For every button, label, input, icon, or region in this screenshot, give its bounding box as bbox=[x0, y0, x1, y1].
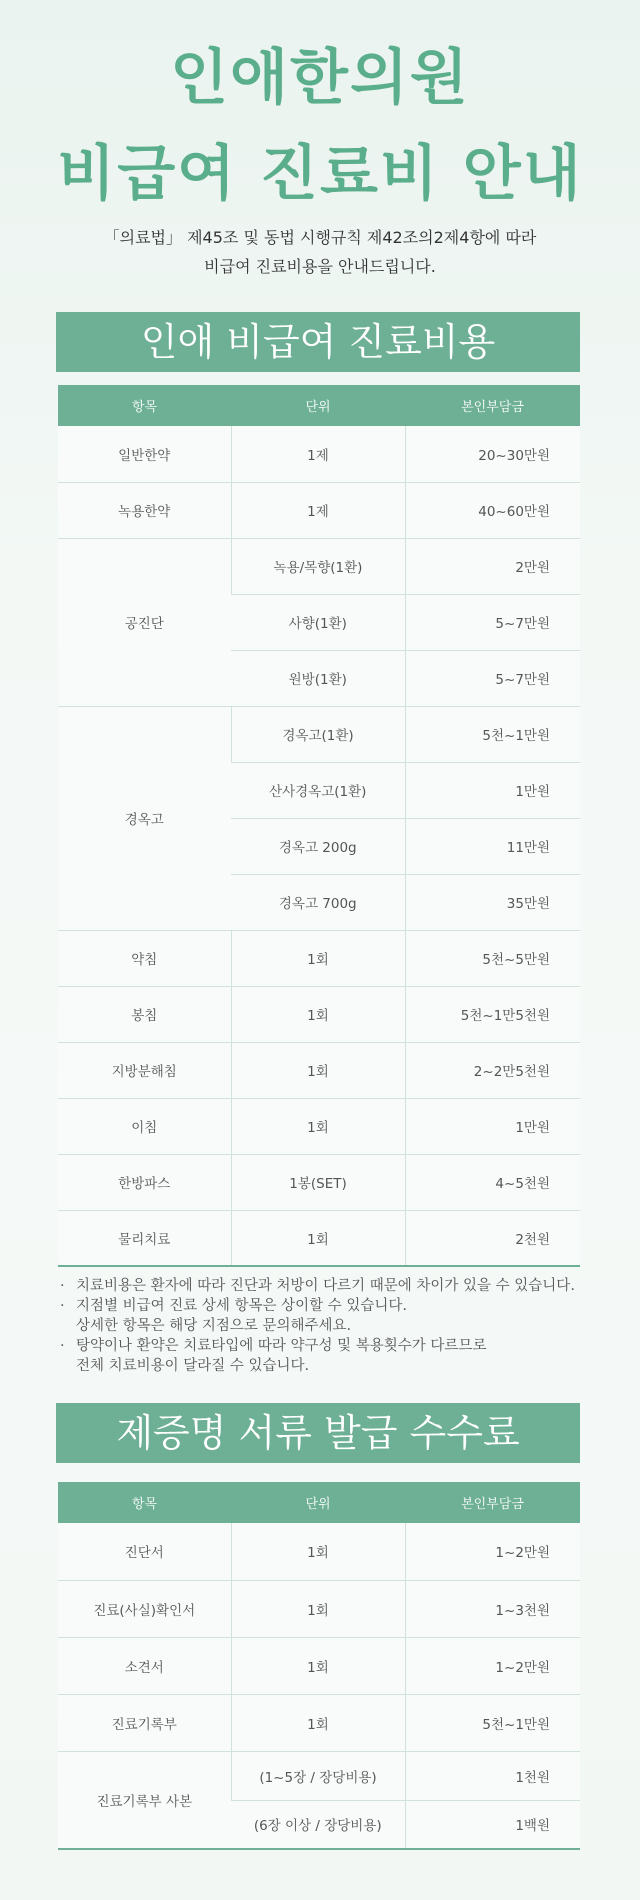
item-cell: 진료기록부 bbox=[58, 1694, 231, 1751]
table-row bbox=[58, 1210, 580, 1266]
price-cell: 5천~1만원 bbox=[405, 1694, 580, 1751]
unit-cell: 1회 bbox=[231, 1042, 405, 1098]
page-title-subject: 비급여 진료비 안내 bbox=[57, 139, 583, 209]
column-header-item: 항목 bbox=[58, 1482, 231, 1523]
price-cell: 1백원 bbox=[405, 1800, 580, 1849]
section-banner-certificate-fees: 제증명 서류 발급 수수료 bbox=[56, 1403, 580, 1463]
column-header-unit: 단위 bbox=[231, 385, 405, 426]
note-text: 상세한 항목은 해당 지점으로 문의해주세요. bbox=[76, 1318, 352, 1334]
unit-cell: 원방(1환) bbox=[231, 650, 405, 706]
unit-cell: 산사경옥고(1환) bbox=[231, 762, 405, 818]
section-banner-noncovered-fees: 인애 비급여 진료비용 bbox=[56, 312, 580, 372]
item-cell: 일반한약 bbox=[58, 426, 231, 482]
notes-list bbox=[58, 1276, 618, 1376]
unit-cell: 1제 bbox=[231, 426, 405, 482]
price-cell: 5~7만원 bbox=[405, 594, 580, 650]
price-cell: 1만원 bbox=[405, 1098, 580, 1154]
unit-cell: 경옥고 700g bbox=[231, 874, 405, 930]
unit-cell: 경옥고 200g bbox=[231, 818, 405, 874]
table-row bbox=[58, 930, 580, 986]
table-row bbox=[58, 482, 580, 538]
item-cell: 공진단 bbox=[58, 538, 231, 706]
bullet-icon: · bbox=[60, 1298, 65, 1314]
note-item bbox=[58, 1276, 618, 1296]
column-header-price: 본인부담금 bbox=[405, 385, 580, 426]
note-item bbox=[58, 1296, 618, 1336]
table-row bbox=[58, 1042, 580, 1098]
intro-text-line1: 「의료법」 제45조 및 동법 시행규칙 제42조의2제4항에 따라 bbox=[103, 228, 537, 247]
table-row bbox=[58, 1098, 580, 1154]
unit-cell: 사향(1환) bbox=[231, 594, 405, 650]
unit-cell: 1회 bbox=[231, 930, 405, 986]
unit-cell: 1회 bbox=[231, 986, 405, 1042]
item-cell: 물리치료 bbox=[58, 1210, 231, 1266]
price-cell: 5~7만원 bbox=[405, 650, 580, 706]
column-header-price: 본인부담금 bbox=[405, 1482, 580, 1523]
price-cell: 40~60만원 bbox=[405, 482, 580, 538]
unit-cell: 1회 bbox=[231, 1098, 405, 1154]
bullet-icon: · bbox=[60, 1278, 65, 1294]
intro-text-line2: 비급여 진료비용을 안내드립니다. bbox=[204, 257, 436, 276]
price-cell: 2~2만5천원 bbox=[405, 1042, 580, 1098]
price-cell: 1천원 bbox=[405, 1751, 580, 1800]
item-cell: 약침 bbox=[58, 930, 231, 986]
unit-cell: 녹용/목향(1환) bbox=[231, 538, 405, 594]
item-cell: 이침 bbox=[58, 1098, 231, 1154]
price-cell: 11만원 bbox=[405, 818, 580, 874]
item-cell: 진단서 bbox=[58, 1523, 231, 1580]
table-row bbox=[58, 1154, 580, 1210]
table-row bbox=[58, 1523, 580, 1580]
unit-cell: 1회 bbox=[231, 1637, 405, 1694]
note-text: 지점별 비급여 진료 상세 항목은 상이할 수 있습니다. bbox=[76, 1298, 408, 1314]
table-row bbox=[58, 1694, 580, 1751]
table-row bbox=[58, 426, 580, 482]
unit-cell: 1회 bbox=[231, 1210, 405, 1266]
item-cell: 봉침 bbox=[58, 986, 231, 1042]
bullet-icon: · bbox=[60, 1338, 65, 1354]
noncovered-fees-table bbox=[58, 385, 580, 1267]
price-cell: 2천원 bbox=[405, 1210, 580, 1266]
unit-cell: 경옥고(1환) bbox=[231, 706, 405, 762]
item-cell: 경옥고 bbox=[58, 706, 231, 930]
price-cell: 1~3천원 bbox=[405, 1580, 580, 1637]
price-cell: 5천~1만원 bbox=[405, 706, 580, 762]
table-row bbox=[58, 986, 580, 1042]
item-cell: 녹용한약 bbox=[58, 482, 231, 538]
price-cell: 35만원 bbox=[405, 874, 580, 930]
unit-cell: (1~5장 / 장당비용) bbox=[231, 1751, 405, 1800]
price-cell: 1만원 bbox=[405, 762, 580, 818]
certificate-fees-table bbox=[58, 1482, 580, 1850]
note-text: 치료비용은 환자에 따라 진단과 처방이 다르기 때문에 차이가 있을 수 있습니다. bbox=[76, 1278, 575, 1294]
item-cell: 진료기록부 사본 bbox=[58, 1751, 231, 1849]
unit-cell: 1회 bbox=[231, 1694, 405, 1751]
price-cell: 5천~1만5천원 bbox=[405, 986, 580, 1042]
item-cell: 소견서 bbox=[58, 1637, 231, 1694]
unit-cell: 1회 bbox=[231, 1580, 405, 1637]
note-text: 탕약이나 환약은 치료타입에 따라 약구성 및 복용횟수가 다르므로 bbox=[76, 1338, 487, 1354]
unit-cell: 1봉(SET) bbox=[231, 1154, 405, 1210]
price-cell: 1~2만원 bbox=[405, 1523, 580, 1580]
table-row bbox=[58, 1580, 580, 1637]
table-row bbox=[58, 706, 580, 762]
price-cell: 2만원 bbox=[405, 538, 580, 594]
item-cell: 지방분해침 bbox=[58, 1042, 231, 1098]
unit-cell: 1회 bbox=[231, 1523, 405, 1580]
price-cell: 1~2만원 bbox=[405, 1637, 580, 1694]
item-cell: 한방파스 bbox=[58, 1154, 231, 1210]
price-cell: 20~30만원 bbox=[405, 426, 580, 482]
table-row bbox=[58, 1637, 580, 1694]
unit-cell: (6장 이상 / 장당비용) bbox=[231, 1800, 405, 1849]
price-cell: 4~5천원 bbox=[405, 1154, 580, 1210]
table-row bbox=[58, 538, 580, 594]
price-cell: 5천~5만원 bbox=[405, 930, 580, 986]
table-row bbox=[58, 1751, 580, 1800]
note-item bbox=[58, 1336, 618, 1376]
unit-cell: 1제 bbox=[231, 482, 405, 538]
column-header-unit: 단위 bbox=[231, 1482, 405, 1523]
item-cell: 진료(사실)확인서 bbox=[58, 1580, 231, 1637]
column-header-item: 항목 bbox=[58, 385, 231, 426]
page-title-clinic: 인애한의원 bbox=[170, 43, 470, 113]
note-text: 전체 치료비용이 달라질 수 있습니다. bbox=[76, 1358, 310, 1374]
